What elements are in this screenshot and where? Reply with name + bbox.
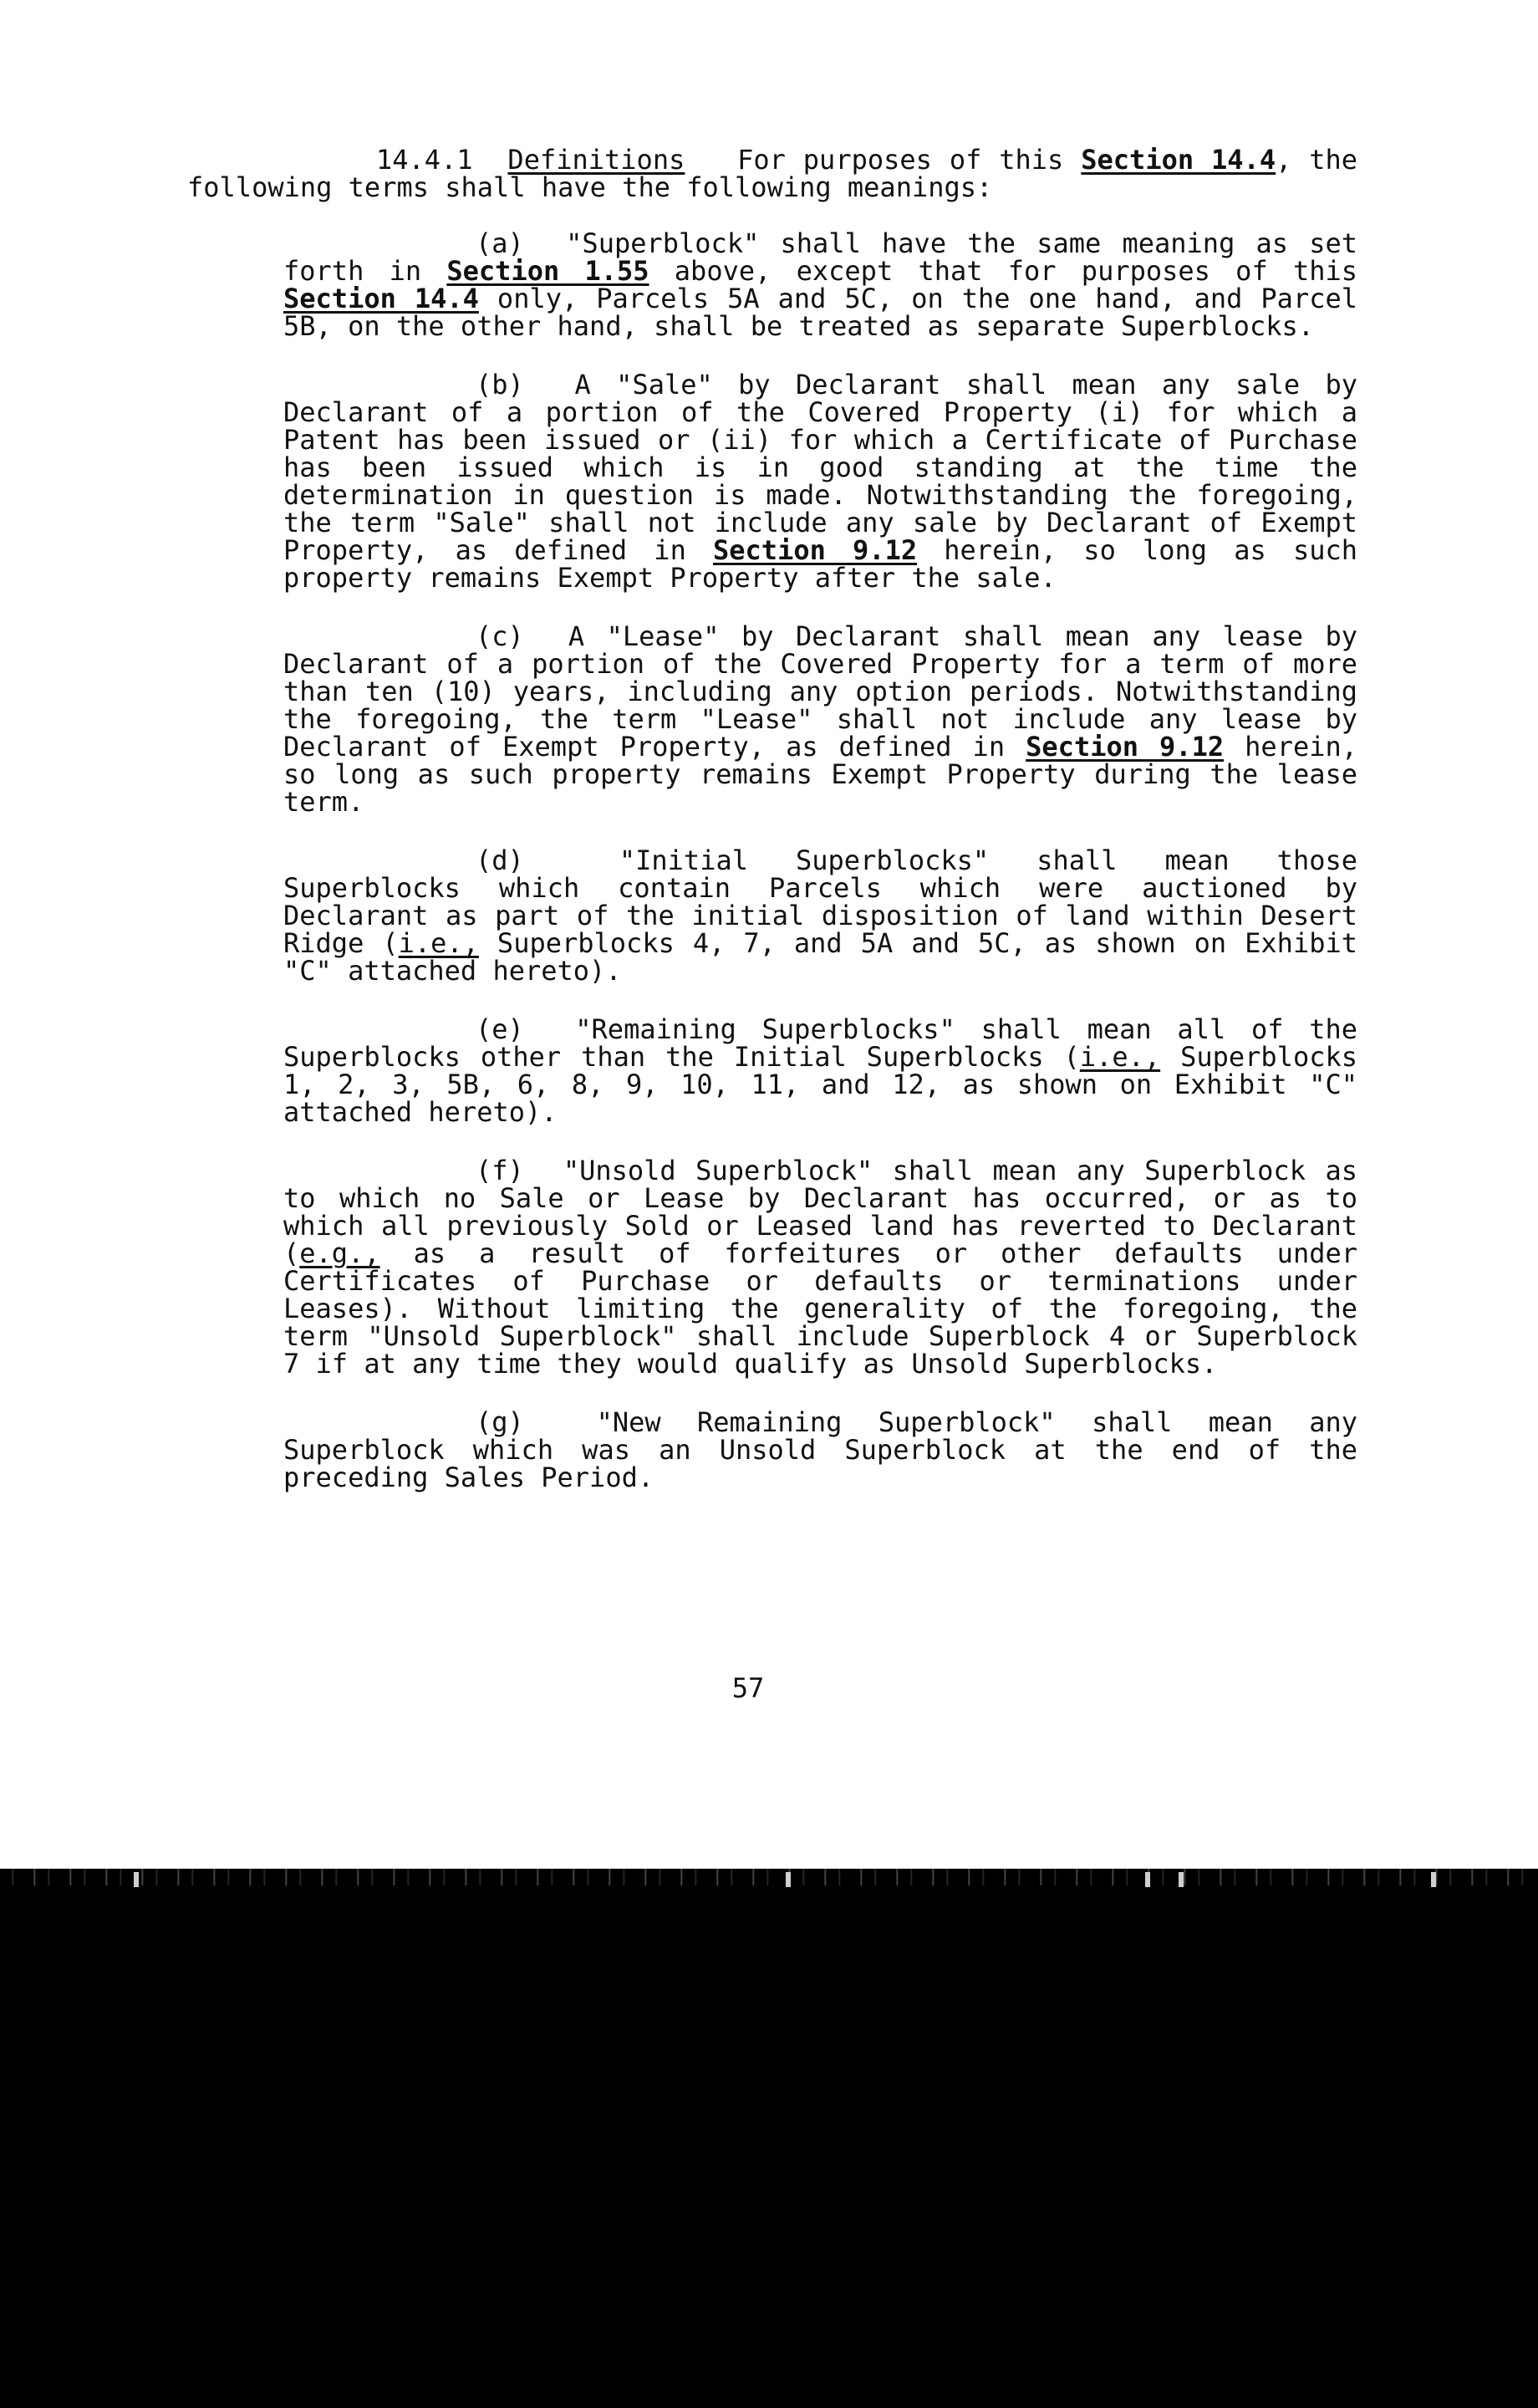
section-ref: Section 1.55 bbox=[446, 255, 649, 287]
section-tail: , the following terms shall have the following meanings: bbox=[187, 144, 1358, 203]
abbreviation: i.e., bbox=[1079, 1041, 1161, 1073]
definition-text: "Unsold Superblock" shall mean any Superblock as to which no Sale or Lease by Declarant has occurred, or as to which all previously Sold or Leased land has reverted to Declarant ( bbox=[283, 1155, 1358, 1269]
abbreviation: e.g., bbox=[299, 1237, 380, 1269]
definition-label: (d) bbox=[476, 844, 524, 876]
definition-text: "Remaining Superblocks" shall mean all of the Superblocks other than the Initial Superblocks ( bbox=[283, 1013, 1358, 1073]
section-number: 14.4.1 bbox=[376, 144, 473, 176]
section-title: Definitions bbox=[507, 144, 685, 176]
scan-artifact bbox=[1145, 1872, 1150, 1887]
definition-text: only, Parcels 5A and 5C, on the one hand, and Parcel 5B, on the other hand, shall be treated as separate Superblocks. bbox=[283, 283, 1358, 342]
scan-noise bbox=[0, 1869, 1538, 1885]
scan-artifact bbox=[1179, 1872, 1184, 1887]
definition-text: Superblocks 4, 7, and 5A and 5C, as shown on Exhibit "C" attached hereto). bbox=[283, 927, 1358, 987]
definition-label: (c) bbox=[476, 620, 524, 652]
definition-text: as a result of forfeitures or other defaults under Certificates of Purchase or defaults or terminations under Leases). Without limiting the generality of the foregoing, the term "Unsold Superblock" shall include Superblock 4 or Superblock 7 if at any time they would qualify as Unsold Superblocks. bbox=[283, 1237, 1358, 1380]
definition-label: (b) bbox=[476, 369, 524, 400]
scan-artifact bbox=[134, 1872, 139, 1887]
definition-b bbox=[283, 371, 1357, 592]
scan-artifact bbox=[1431, 1872, 1436, 1887]
scan-border bbox=[0, 1869, 1538, 2408]
page-number: 57 bbox=[731, 1672, 765, 1704]
definition-text: herein, so long as such property remains Exempt Property after the sale. bbox=[283, 534, 1357, 594]
section-ref: Section 9.12 bbox=[1026, 731, 1225, 763]
definition-text: above, except that for purposes of this bbox=[674, 255, 1358, 287]
definition-label: (a) bbox=[476, 227, 524, 259]
scan-artifact bbox=[786, 1872, 791, 1887]
definition-c bbox=[283, 620, 1358, 818]
definition-g bbox=[283, 1406, 1358, 1493]
definition-a bbox=[283, 227, 1358, 342]
definition-text: "Initial Superblocks" shall mean those Superblocks which contain Parcels which were auctioned by Declarant as part of the initial disposition of land within Desert Ridge ( bbox=[283, 844, 1358, 959]
section-14-4-1-heading bbox=[187, 146, 1357, 202]
definition-text: A "Sale" by Declarant shall mean any sale by Declarant of a portion of the Covered Property (i) for which a Patent has been issued or (ii) for which a Certificate of Purchase has been issued which is in good standing at the time the determination in question is made. Notwithstanding the foregoing, the term "Sale" shall not include any sale by Declarant of Exempt Property, as defined in bbox=[283, 369, 1358, 566]
definition-text: herein, so long as such property remains Exempt Property during the lease term. bbox=[283, 731, 1358, 818]
definition-f bbox=[283, 1157, 1357, 1378]
definition-label: (g) bbox=[476, 1406, 524, 1438]
definition-text: "Superblock" shall have the same meaning as set forth in bbox=[283, 227, 1358, 287]
definition-d bbox=[283, 844, 1358, 987]
definition-e bbox=[283, 1013, 1358, 1128]
section-ref: Section 14.4 bbox=[283, 283, 479, 314]
definition-text: Superblocks 1, 2, 3, 5B, 6, 8, 9, 10, 11, and 12, as shown on Exhibit "C" attached hereto). bbox=[283, 1041, 1358, 1128]
definition-text: A "Lease" by Declarant shall mean any lease by Declarant of a portion of the Covered Property for a term of more than ten (10) years, including any option periods. Notwithstanding the foregoing, the term "Lease" shall not include any lease by Declarant of Exempt Property, as defined in bbox=[283, 620, 1358, 763]
definition-label: (e) bbox=[476, 1013, 524, 1045]
section-ref-14-4: Section 14.4 bbox=[1081, 144, 1276, 176]
section-lead: For purposes of this bbox=[737, 144, 1064, 176]
section-ref: Section 9.12 bbox=[713, 534, 918, 566]
definition-label: (f) bbox=[476, 1155, 524, 1186]
document-body bbox=[187, 146, 1357, 1492]
definition-text: "New Remaining Superblock" shall mean any Superblock which was an Unsold Superblock at the end of the preceding Sales Period. bbox=[283, 1406, 1358, 1493]
abbreviation: i.e., bbox=[398, 927, 479, 959]
